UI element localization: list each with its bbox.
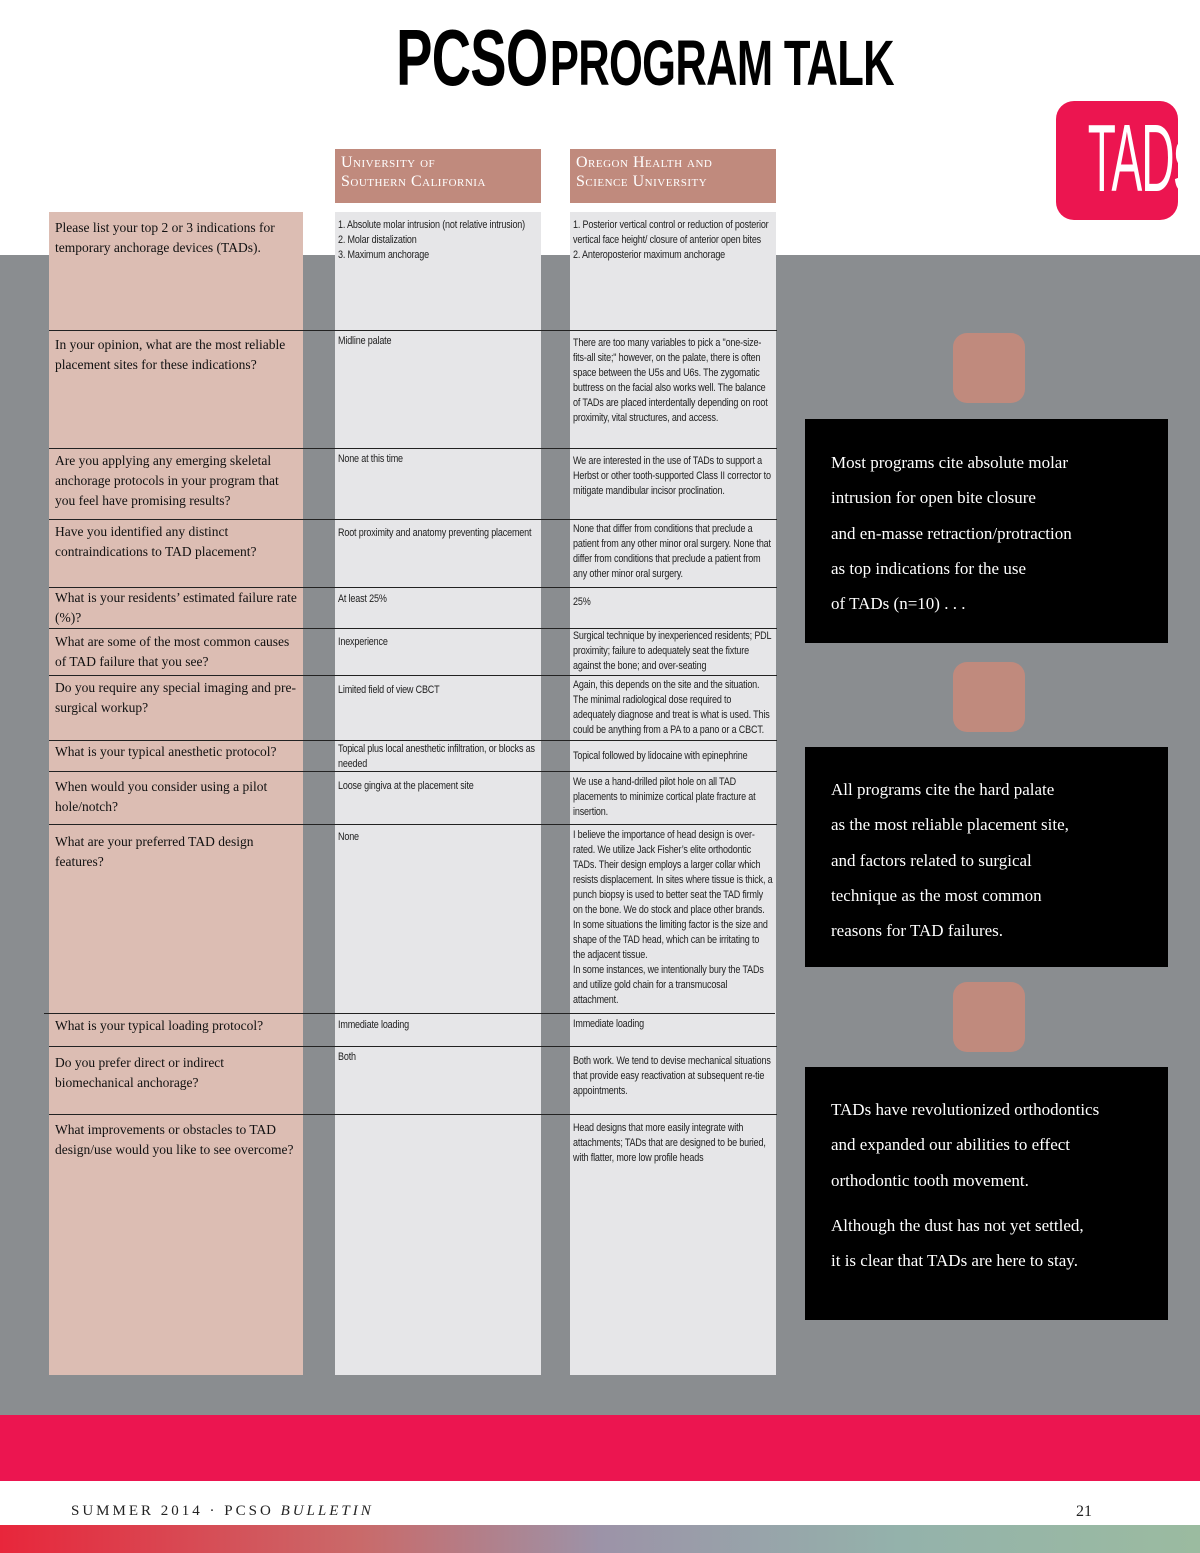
- usc-answer: Topical plus local anesthetic infiltration, or blocks as needed: [338, 743, 535, 770]
- page-title: [206, 12, 1083, 104]
- usc-answer: Both: [338, 1051, 356, 1063]
- page-number: 21: [1076, 1503, 1092, 1520]
- row-divider: [44, 1013, 775, 1014]
- question-text: What is your typical anesthetic protocol?: [55, 744, 277, 759]
- callout-box-3: [805, 1067, 1168, 1320]
- row-divider: [49, 1046, 777, 1047]
- ohsu-heading-line1: Oregon Health and: [576, 154, 713, 171]
- ohsu-answer: We use a hand-drilled pilot hole on all TAD placements to minimize cortical plate fracture at insertion.: [573, 776, 756, 818]
- ohsu-answer: I believe the importance of head design is over-rated. We utilize Jack Fisher’s elite orthodontic TADs. Their design employs a larger collar which resists displacement. In sites where tissue is thick, a punch biopsy is used to better seat the TAD firmly on the bone. We do stock and place other brands. In some situations the limiting factor is the size and shape of the TAD head, which can be irritating to the adjacent tissue. In some instances, we intentionally bury the TADs and utilize gold chain for a transmucosal attachment.: [573, 829, 773, 1006]
- question-text: Do you require any special imaging and pre-surgical workup?: [55, 680, 297, 715]
- tads-logo: [1056, 101, 1196, 220]
- tads-logo-text: TADs: [1087, 105, 1196, 212]
- red-footer-band: [0, 1415, 1200, 1481]
- usc-answer: At least 25%: [338, 593, 387, 605]
- question-text: Please list your top 2 or 3 indications for temporary anchorage devices (TADs).: [55, 220, 275, 255]
- question-text: What are some of the most common causes of TAD failure that you see?: [55, 634, 290, 669]
- ohsu-answer: There are too many variables to pick a "one-size-fits-all site;" however, on the palate, there is often space between the U5s and U6s. The zygomatic buttress on the facial also works well. The balance of TADs are placed interdentally depending on root proximity, vital structures, and access.: [573, 337, 768, 424]
- usc-heading-line1: University of: [341, 154, 436, 171]
- row-divider: [49, 448, 777, 449]
- question-text: What is your typical loading protocol?: [55, 1018, 264, 1033]
- ohsu-answer: None that differ from conditions that preclude a patient from any other minor oral surgery. None that differ from conditions that preclude a patient from any other minor oral surgery.: [573, 523, 771, 580]
- question-text: What are your preferred TAD design features?: [55, 834, 254, 869]
- question-text: Have you identified any distinct contraindications to TAD placement?: [55, 524, 257, 559]
- ohsu-answer: Surgical technique by inexperienced residents; PDL proximity; failure to adequately seat the fixture against the bone; and over-seating: [573, 630, 772, 672]
- question-text: What is your residents’ estimated failure rate (%)?: [55, 590, 297, 625]
- usc-answer: Inexperience: [338, 636, 388, 648]
- row-divider: [49, 824, 777, 825]
- title-pcso: PCSO: [396, 13, 548, 102]
- question-text: When would you consider using a pilot hole/notch?: [55, 779, 268, 814]
- gradient-bottom-strip: [0, 1525, 1200, 1553]
- ohsu-answer: 1. Posterior vertical control or reduction of posterior vertical face height/ closure of anterior open bites 2. Anteroposterior maximum anchorage: [573, 219, 769, 261]
- usc-answer: Midline palate: [338, 335, 392, 347]
- ohsu-answer: Head designs that more easily integrate with attachments; TADs that are designed to be buried, with flatter, more low profile heads: [573, 1122, 766, 1164]
- ohsu-column-heading: [570, 149, 776, 203]
- ohsu-answer: We are interested in the use of TADs to support a Herbst or other tooth-supported Class II corrector to mitigate mandibular incisor proclination.: [573, 455, 771, 497]
- callout-box-2: [805, 747, 1168, 967]
- callout-text: Although the dust has not yet settled, it is clear that TADs are here to stay.: [831, 1215, 1084, 1271]
- title-program-talk: PROGRAM TALK: [549, 27, 894, 99]
- row-divider: [49, 1114, 777, 1115]
- row-divider: [49, 740, 777, 741]
- footer-publication-line: SUMMER 2014 · PCSO BULLETIN: [71, 1503, 374, 1519]
- callout-text: TADs have revolutionized orthodontics and expanded our abilities to effect orthodontic tooth movement.: [831, 1100, 1100, 1190]
- decorative-square: [953, 982, 1025, 1052]
- ohsu-heading-line2: Science University: [576, 173, 708, 190]
- usc-answer: Immediate loading: [338, 1019, 409, 1031]
- ohsu-answer: Immediate loading: [573, 1018, 644, 1030]
- question-text: Are you applying any emerging skeletal anchorage protocols in your program that you feel have promising results?: [55, 453, 279, 508]
- callout-text: Most programs cite absolute molar intrusion for open bite closure and en-masse retraction/protraction as top indications for the use of TADs (n=10) . . .: [831, 453, 1072, 614]
- question-text: What improvements or obstacles to TAD design/use would you like to see overcome?: [55, 1122, 294, 1157]
- usc-answer: None: [338, 831, 359, 843]
- decorative-square: [953, 662, 1025, 732]
- ohsu-answer: 25%: [573, 596, 591, 608]
- ohsu-answer: Again, this depends on the site and the situation. The minimal radiological dose required to adequately diagnose and treat is what is used. This could be anything from a PA to a pano or a CBCT.: [573, 679, 770, 736]
- callout-box-1: [805, 419, 1168, 643]
- question-text: Do you prefer direct or indirect biomechanical anchorage?: [55, 1055, 225, 1090]
- usc-answer: [335, 1121, 541, 1136]
- row-divider: [49, 519, 777, 520]
- row-divider: [49, 330, 777, 331]
- usc-answer: 1. Absolute molar intrusion (not relative intrusion) 2. Molar distalization 3. Maximum anchorage: [338, 219, 526, 261]
- row-divider: [49, 675, 777, 676]
- question-text: In your opinion, what are the most reliable placement sites for these indications?: [55, 337, 286, 372]
- ohsu-answer: Both work. We tend to devise mechanical situations that provide easy reactivation at subsequent re-tie appointments.: [573, 1055, 771, 1097]
- ohsu-answer: Topical followed by lidocaine with epinephrine: [573, 750, 748, 762]
- usc-answer: Root proximity and anatomy preventing placement: [338, 527, 532, 539]
- callout-text: All programs cite the hard palate as the most reliable placement site, and factors related to surgical technique as the most common reasons for TAD failures.: [831, 780, 1069, 941]
- usc-answer: Limited field of view CBCT: [338, 684, 440, 696]
- usc-column-heading: [335, 149, 541, 203]
- usc-answer: Loose gingiva at the placement site: [338, 780, 474, 792]
- usc-answer: None at this time: [338, 453, 403, 465]
- usc-heading-line2: Southern California: [341, 173, 486, 190]
- decorative-square: [953, 333, 1025, 403]
